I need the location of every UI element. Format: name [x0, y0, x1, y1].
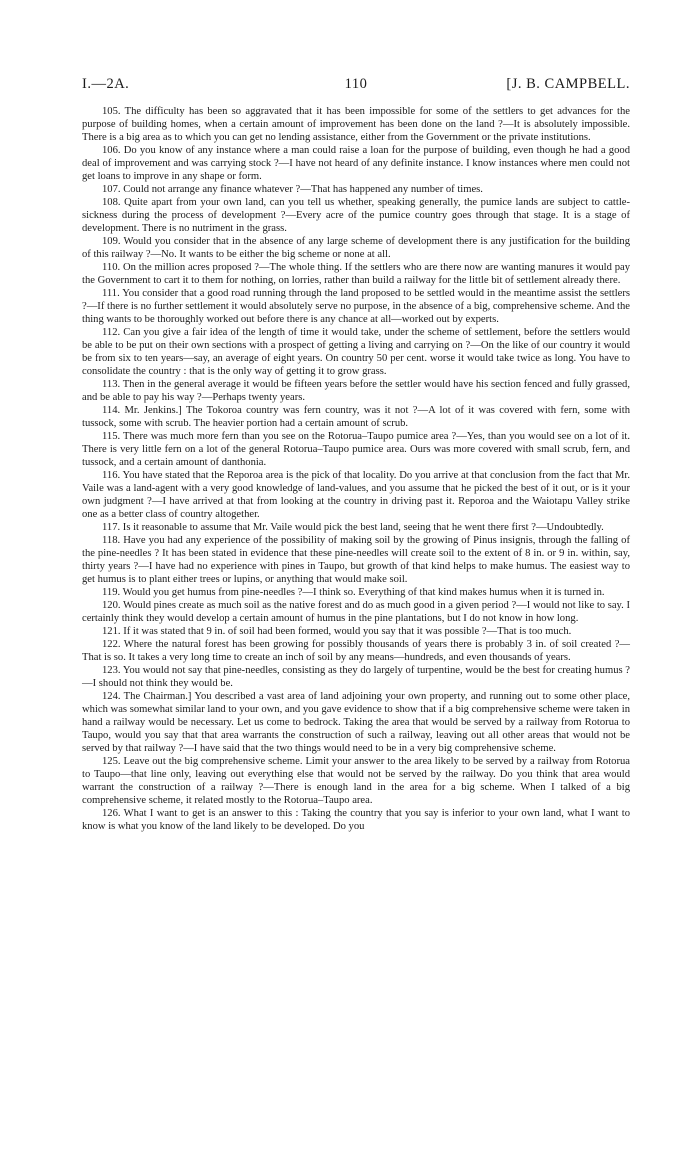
paragraph-106: 106. Do you know of any instance where a man could raise a loan for the purpose of building, even though he had a good deal of improvement and was carrying stock ?—I have not heard of any definite instance. I know instances where men could not get loans to improve in any shape or form.	[82, 145, 630, 182]
paragraph-109: 109. Would you consider that in the absence of any large scheme of development there is any justification for the building of this railway ?—No. It wants to be either the big scheme or none at all.	[82, 236, 630, 260]
paragraph-123: 123. You would not say that pine-needles, consisting as they do largely of turpentine, would be the best for creating humus ?—I should not think they would be.	[82, 665, 630, 689]
report-reference: I.—2A.	[82, 76, 130, 92]
paragraph-114: 114. Mr. Jenkins.] The Tokoroa country was fern country, was it not ?—A lot of it was covered with fern, some with tussock, some with scrub. The heavier portion had a certain amount of scrub.	[82, 405, 630, 429]
paragraph-125: 125. Leave out the big comprehensive scheme. Limit your answer to the area likely to be served by a railway from Rotorua to Taupo—that line only, leaving out everything else that would not be served by the railway. Do you think that area would warrant the construction of a railway ?—There is enough land in the area for a big scheme. When I talked of a big comprehensive scheme, it related mostly to the Rotorua–Taupo area.	[82, 756, 630, 806]
paragraph-110: 110. On the million acres proposed ?—The whole thing. If the settlers who are there now are wanting manures it would pay the Government to cart it to them for nothing, on lorries, rather than build a railway for the little bit of settlement already there.	[82, 262, 630, 286]
paragraph-113: 113. Then in the general average it would be fifteen years before the settler would have his section fenced and fully grassed, and be able to pay his way ?—Perhaps twenty years.	[82, 379, 630, 403]
paragraph-117: 117. Is it reasonable to assume that Mr. Vaile would pick the best land, seeing that he went there first ?—Undoubtedly.	[102, 522, 604, 533]
paragraph-112: 112. Can you give a fair idea of the length of time it would take, under the scheme of settlement, before the settlers would be able to be put on their own sections with a prospect of getting a living and carrying on ?—On the like of our country it would be from six to ten years—say, an average of eight years. On country 50 per cent. worse it would take twice as long. You have to consolidate the country : that is the only way of getting it to grow grass.	[82, 327, 630, 377]
paragraph-115: 115. There was much more fern than you see on the Rotorua–Taupo pumice area ?—Yes, than you would see on a lot of it. There is very little fern on a lot of the general Rotorua–Taupo pumice area. Ours was more covered with small scrub, fern, and tussock, and a certain amount of danthonia.	[82, 431, 630, 468]
paragraph-124: 124. The Chairman.] You described a vast area of land adjoining your own property, and running out to some other place, which was somewhat similar land to your own, and you gave evidence to show that if a big comprehensive scheme were taken in hand a railway would be necessary. Let us come to bedrock. Taking the area that would be served by a railway from Rotorua to Taupo, would you say that that area warrants the construction of such a railway, leaving out all other areas that would not be served by that railway ?—I have said that the two things would need to be in a very big comprehensive scheme.	[82, 691, 630, 754]
paragraph-120: 120. Would pines create as much soil as the native forest and do as much good in a given period ?—I would not like to say. I certainly think they would develop a certain amount of humus in the pine plantations, but I do not know in how long.	[82, 600, 630, 624]
paragraph-121: 121. If it was stated that 9 in. of soil had been formed, would you say that it was possible ?—That is too much.	[102, 626, 572, 637]
witness-name: [J. B. CAMPBELL.	[506, 76, 630, 92]
paragraph-108: 108. Quite apart from your own land, can you tell us whether, speaking generally, the pumice lands are subject to cattle-sickness during the process of development ?—Every acre of the pumice country goes through that stage. It is a stage of development. There is no nutriment in the grass.	[82, 197, 630, 234]
paragraph-105: 105. The difficulty has been so aggravated that it has been impossible for some of the settlers to get advances for the purpose of building homes, when a certain amount of improvement has been done on the land ?—It is absolutely impossible. There is a big area as to which you can get no lending assistance, either from the Government or the private institutions.	[82, 106, 630, 143]
page-number: 110	[344, 76, 368, 92]
paragraph-116: 116. You have stated that the Reporoa area is the pick of that locality. Do you arrive at that conclusion from the fact that Mr. Vaile was a land-agent with a very good knowledge of land-values, and you assume that he picked the best of it out, or is it your own judgment ?—I have arrived at that from looking at the country in driving past it. Reporoa and the Waiotapu Valley strike one as a better class of country altogether.	[82, 470, 630, 520]
body-text	[82, 105, 630, 833]
paragraph-122: 122. Where the natural forest has been growing for possibly thousands of years there is probably 3 in. of soil created ?—That is so. It takes a very long time to create an inch of soil by any means—hundreds, and even thousands of years.	[82, 639, 630, 663]
paragraph-107: 107. Could not arrange any finance whatever ?—That has happened any number of times.	[102, 184, 483, 195]
paragraph-118: 118. Have you had any experience of the possibility of making soil by the growing of Pinus insignis, through the falling of the pine-needles ? It has been stated in evidence that these pine-needles will create soil to the extent of 8 in. or 9 in. within, say, thirty years ?—I have had no experience with pines in Taupo, but growth of that kind helps to make humus. The easiest way to get humus is to plant either trees or lupins, or anything that would make soil.	[82, 535, 630, 585]
paragraph-119: 119. Would you get humus from pine-needles ?—I think so. Everything of that kind makes humus when it is turned in.	[102, 587, 605, 598]
paragraph-111: 111. You consider that a good road running through the land proposed to be settled would in the meantime assist the settlers ?—If there is no further settlement it would absolutely serve no purpose, in the absence of a big, comprehensive scheme. And the thing wants to be thoroughly worked out before there is any chance at all—worked out by experts.	[82, 288, 630, 325]
paragraph-126: 126. What I want to get is an answer to this : Taking the country that you say is inferior to your own land, what I want to know is what you know of the land likely to be developed. Do you	[82, 808, 630, 832]
page-header	[82, 76, 630, 94]
